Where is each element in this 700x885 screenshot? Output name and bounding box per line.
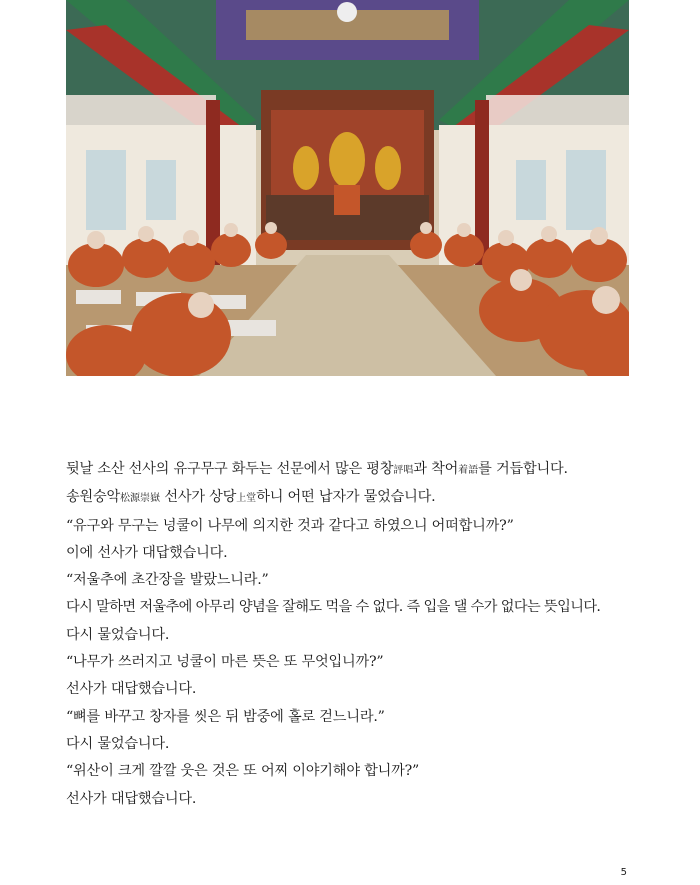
- body-text: [66, 456, 636, 813]
- right-window-2: [516, 160, 546, 220]
- paragraph-line: “나무가 쓰러지고 넝쿨이 마른 뜻은 또 무엇입니까?”: [66, 654, 384, 671]
- hanja-annotation: 松源崇嶽: [120, 493, 161, 505]
- paragraph-line: “유구와 무구는 넝쿨이 나무에 의지한 것과 같다고 하였으니 어떠합니까?”: [66, 517, 514, 534]
- cushion: [226, 320, 276, 336]
- photo-illustration: [66, 0, 629, 376]
- paragraph-line: “위산이 크게 깔깔 웃은 것은 또 어찌 이야기해야 합니까?”: [66, 763, 420, 780]
- center-buddha: [329, 132, 365, 188]
- paragraph-line: “뼈를 바꾸고 창자를 씻은 뒤 밤중에 홀로 걷느니라.”: [66, 708, 385, 725]
- paragraph-line: 이에 선사가 대답했습니다.: [66, 544, 228, 561]
- presiding-monk: [334, 185, 360, 215]
- paragraph-line: “저울추에 초간장을 발랐느니라.”: [66, 572, 269, 589]
- paragraph-line: 다시 물었습니다.: [66, 626, 170, 643]
- paragraph-line: 선사가 대답했습니다.: [66, 790, 197, 807]
- paragraph-line: 다시 물었습니다.: [66, 735, 170, 752]
- paragraph-line: 뒷날 소산 선사의 유구무구 화두는 선문에서 많은 평창評唱과 착어着語를 거듭합니다.: [66, 461, 568, 477]
- hanja-annotation: 上堂: [236, 493, 257, 505]
- right-lanterns: [486, 95, 629, 125]
- page-number: 5: [620, 867, 627, 878]
- right-window: [566, 150, 606, 230]
- cushion: [76, 290, 121, 304]
- ceiling-lamp: [337, 2, 357, 22]
- left-lanterns: [66, 95, 216, 125]
- left-buddha: [293, 146, 319, 190]
- paragraph-line: 선사가 대답했습니다.: [66, 681, 197, 698]
- left-window: [86, 150, 126, 230]
- temple-hall-photo: [66, 0, 629, 376]
- hanja-annotation: 着語: [458, 465, 479, 476]
- left-window-2: [146, 160, 176, 220]
- right-buddha: [375, 146, 401, 190]
- paragraph-line: 송원숭악松源崇嶽 선사가 상당上堂하니 어떤 납자가 물었습니다.: [66, 489, 436, 506]
- paragraph-line: 다시 말하면 저울추에 아무리 양념을 잘해도 먹을 수 없다. 즉 입을 댈 수가 없다는 뜻입니다.: [66, 599, 601, 616]
- hanja-annotation: 評唱: [393, 465, 414, 476]
